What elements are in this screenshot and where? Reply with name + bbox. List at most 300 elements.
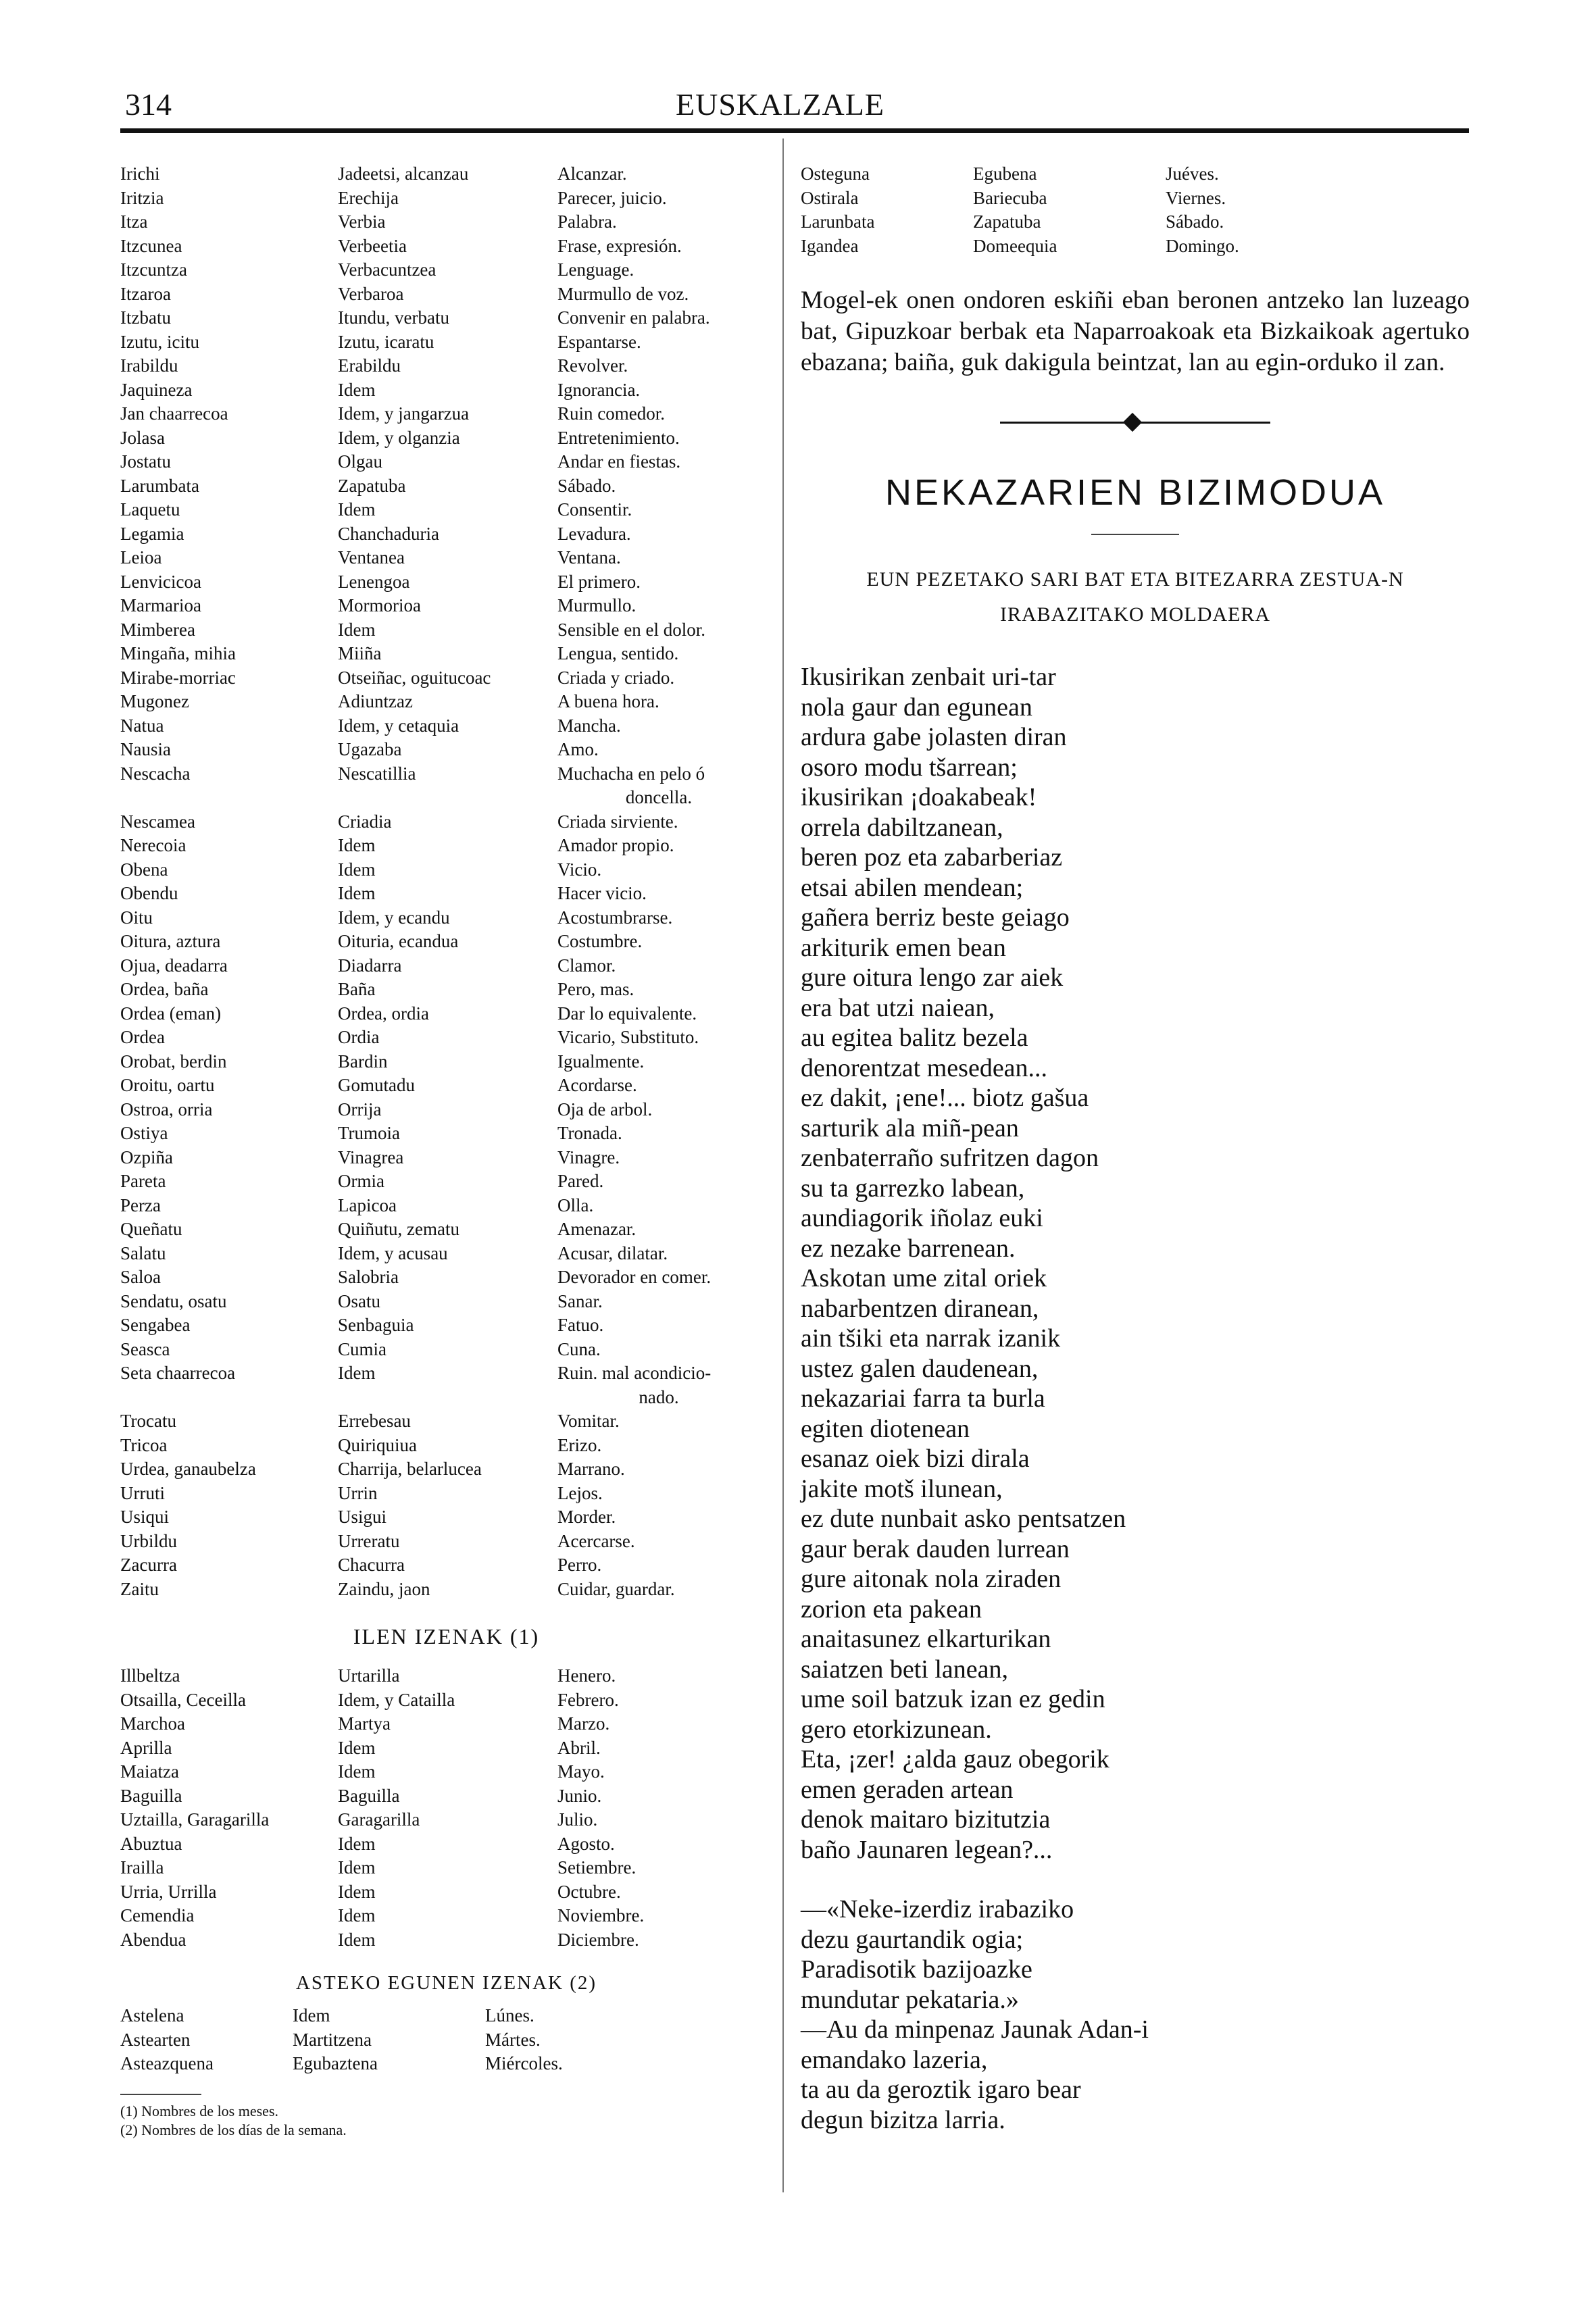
- term: Legamia: [120, 523, 184, 544]
- term: Natua: [120, 715, 164, 736]
- month-row: [120, 1832, 772, 1857]
- variant: Urrin: [338, 1482, 378, 1503]
- term: Zaitu: [120, 1578, 159, 1599]
- glossary-row: [120, 1530, 772, 1554]
- term: Orobat, berdin: [120, 1051, 227, 1072]
- meaning: Espantarse.: [557, 331, 641, 352]
- meaning: Revolver.: [557, 355, 628, 376]
- term: Perza: [120, 1194, 161, 1215]
- poem-line: —Au da minpenaz Jaunak Adan-i: [801, 2015, 1149, 2044]
- ornament-divider: [1000, 412, 1270, 432]
- term: Urria, Urrilla: [120, 1881, 217, 1902]
- variant: Urtarilla: [338, 1665, 400, 1686]
- poem-line: emandako lazeria,: [801, 2045, 988, 2074]
- variant: Ordea, ordia: [338, 1003, 429, 1024]
- variant: Diadarra: [338, 955, 402, 976]
- term: Leioa: [120, 547, 162, 568]
- meaning: Ignorancia.: [557, 379, 641, 400]
- glossary-row: [120, 1265, 772, 1290]
- meaning: Ruin comedor.: [557, 403, 665, 424]
- variant: Mormorioa: [338, 595, 421, 615]
- meaning-continuation: doncella.: [625, 787, 693, 807]
- glossary-row: [120, 714, 772, 738]
- variant: Lenengoa: [338, 571, 410, 592]
- month-row: [120, 1856, 772, 1880]
- variant: Izutu, icaratu: [338, 331, 434, 352]
- meaning: Henero.: [557, 1665, 616, 1686]
- term: Sendatu, osatu: [120, 1290, 227, 1311]
- weekday-row: [120, 2004, 772, 2028]
- variant: Trumoia: [338, 1123, 401, 1143]
- variant: Quiriquiua: [338, 1434, 417, 1455]
- term: Ozpiña: [120, 1147, 173, 1167]
- poem-line: ardura gabe jolasten diran: [801, 723, 1067, 751]
- glossary-row: [120, 1457, 772, 1482]
- month-row: [120, 1904, 772, 1928]
- glossary-row: [120, 690, 772, 714]
- term: Iritzia: [120, 187, 164, 208]
- term: Mugonez: [120, 691, 189, 711]
- poem-line: emen geraden artean: [801, 1775, 1014, 1804]
- month-row: [120, 1736, 772, 1761]
- poem-line: Ikusirikan zenbait uri-tar: [801, 663, 1056, 691]
- term: Ordea (eman): [120, 1003, 222, 1024]
- poem-line: gañera berriz beste geiago: [801, 903, 1070, 932]
- footnote: (1) Nombres de los meses.: [120, 2102, 279, 2119]
- meaning: Octubre.: [557, 1881, 621, 1902]
- term: Laquetu: [120, 499, 180, 520]
- footnote: (2) Nombres de los días de la semana.: [120, 2121, 347, 2138]
- variant: Idem: [338, 835, 376, 855]
- glossary-row: [120, 738, 772, 762]
- variant: Garagarilla: [338, 1809, 420, 1830]
- glossary-row: [120, 474, 772, 499]
- term: Maiatza: [120, 1761, 179, 1782]
- month-row: [120, 1712, 772, 1736]
- glossary-row: [120, 1290, 772, 1314]
- meaning: Costumbre.: [557, 931, 643, 951]
- variant: Osatu: [338, 1290, 380, 1311]
- glossary-row: [120, 810, 772, 834]
- variant: Verbacuntzea: [338, 259, 437, 280]
- poem-line: —«Neke-izerdiz irabaziko: [801, 1895, 1074, 1923]
- running-title: EUSKALZALE: [676, 87, 884, 122]
- variant: Miiña: [338, 643, 382, 663]
- meaning: Pero, mas.: [557, 979, 634, 999]
- variant: Zapatuba: [973, 211, 1041, 232]
- month-row: [120, 1688, 772, 1713]
- variant: Baguilla: [338, 1785, 400, 1806]
- poem-line: Eta, ¡zer! ¿alda gauz obegorik: [801, 1745, 1109, 1774]
- glossary-row: [120, 1098, 772, 1122]
- variant: Verbia: [338, 211, 386, 232]
- variant: Idem: [338, 1833, 376, 1854]
- term: Marchoa: [120, 1713, 185, 1734]
- weekday-row: [801, 234, 1470, 259]
- meaning: Hacer vicio.: [557, 883, 647, 903]
- meaning: Vicario, Substituto.: [557, 1027, 699, 1047]
- poem-line: arkiturik emen bean: [801, 933, 1006, 962]
- glossary-row: [120, 858, 772, 882]
- poem-line: nekazariai farra ta burla: [801, 1384, 1045, 1413]
- term: Ojua, deadarra: [120, 955, 228, 976]
- variant: Idem: [338, 1881, 376, 1902]
- glossary-row: [120, 1505, 772, 1530]
- meaning: Sábado.: [557, 475, 616, 496]
- poem-line: gure aitonak nola ziraden: [801, 1565, 1062, 1593]
- term: Obena: [120, 859, 168, 880]
- term: Abendua: [120, 1929, 186, 1950]
- glossary-row: [120, 1578, 772, 1602]
- meaning: Mayo.: [557, 1761, 605, 1782]
- term: Tricoa: [120, 1434, 168, 1455]
- left-column: [120, 162, 772, 2140]
- term: Jan chaarrecoa: [120, 403, 228, 424]
- glossary-row: [120, 642, 772, 666]
- term: Larunbata: [801, 211, 875, 232]
- term: Ostroa, orria: [120, 1099, 213, 1120]
- variant: Itundu, verbatu: [338, 307, 449, 328]
- poem-line: ain tšiki eta narrak izanik: [801, 1324, 1061, 1353]
- term: Nescamea: [120, 811, 195, 832]
- poem-line: osoro modu tšarrean;: [801, 753, 1018, 782]
- poem-line: au egitea balitz bezela: [801, 1024, 1028, 1052]
- meaning: Alcanzar.: [557, 164, 627, 184]
- variant: Idem, y olganzia: [338, 427, 460, 448]
- poem-line: dezu gaurtandik ogia;: [801, 1925, 1024, 1954]
- meaning: Febrero.: [557, 1689, 619, 1710]
- subtitle-line: IRABAZITAKO MOLDAERA: [999, 603, 1271, 626]
- meaning: Cuna.: [557, 1338, 601, 1359]
- variant: Bariecuba: [973, 187, 1047, 208]
- subtitle-line: EUN PEZETAKO SARI BAT ETA BITEZARRA ZESTUA-N: [866, 568, 1404, 590]
- glossary-row: [120, 1242, 772, 1266]
- meaning: Lúnes.: [485, 2005, 534, 2026]
- variant: Idem: [338, 1905, 376, 1926]
- variant: Egubena: [973, 164, 1037, 184]
- glossary-row: [120, 1482, 772, 1506]
- variant: Orrija: [338, 1099, 382, 1120]
- meaning: Domingo.: [1166, 235, 1239, 256]
- glossary-row: [120, 1050, 772, 1074]
- meaning: Fatuo.: [557, 1315, 604, 1335]
- term: Mimberea: [120, 619, 195, 640]
- term: Itzbatu: [120, 307, 171, 328]
- poem-line: ez dute nunbait asko pentsatzen: [801, 1505, 1126, 1533]
- meaning: Levadura.: [557, 523, 631, 544]
- meaning: Murmullo de voz.: [557, 283, 689, 304]
- term: Nausia: [120, 739, 171, 759]
- term: Queñatu: [120, 1219, 182, 1239]
- meaning: Abril.: [557, 1737, 601, 1758]
- variant: Idem: [338, 499, 376, 520]
- weekdays-heading: ASTEKO EGUNEN IZENAK (2): [295, 1972, 597, 1994]
- poem-line: mundutar pekataria.»: [801, 1985, 1019, 2014]
- meaning: Igualmente.: [557, 1051, 645, 1072]
- glossary-row: [120, 1434, 772, 1458]
- month-row: [120, 1928, 772, 1953]
- poem-line: egiten diotenean: [801, 1414, 970, 1443]
- poem-line: ustez galen daudenean,: [801, 1354, 1039, 1383]
- meaning: Palabra.: [557, 211, 617, 232]
- term: Jostatu: [120, 451, 172, 472]
- meaning: Marrano.: [557, 1459, 625, 1479]
- month-row: [120, 1784, 772, 1809]
- meaning: Dar lo equivalente.: [557, 1003, 697, 1024]
- variant: Oituria, ecandua: [338, 931, 459, 951]
- variant: Vinagrea: [338, 1147, 404, 1167]
- variant: Domeequia: [973, 235, 1057, 256]
- term: Urdea, ganaubelza: [120, 1459, 256, 1479]
- meaning: Ventana.: [557, 547, 621, 568]
- variant: Verbeetia: [338, 235, 407, 256]
- term: Izutu, icitu: [120, 331, 199, 352]
- variant: Idem, y Catailla: [338, 1689, 455, 1710]
- term: Trocatu: [120, 1411, 177, 1431]
- right-column: [801, 162, 1470, 2135]
- variant: Quiñutu, zematu: [338, 1219, 459, 1239]
- glossary-row: [120, 498, 772, 522]
- variant: Idem: [338, 1857, 376, 1878]
- variant: Egubaztena: [293, 2053, 378, 2073]
- column-divider: [782, 139, 784, 2192]
- meaning: Miércoles.: [485, 2053, 563, 2073]
- poem-line: Paradisotik bazijoazke: [801, 1955, 1032, 1984]
- meaning: Clamor.: [557, 955, 616, 976]
- variant: Martya: [338, 1713, 391, 1734]
- variant: Idem, y ecandu: [338, 907, 450, 928]
- poem-line: baño Jaunaren legean?...: [801, 1835, 1053, 1864]
- meaning: Acusar, dilatar.: [557, 1242, 668, 1263]
- glossary-row: [120, 1002, 772, 1026]
- variant: Idem: [338, 859, 376, 880]
- meaning: Marzo.: [557, 1713, 610, 1734]
- poem-line: etsai abilen mendean;: [801, 873, 1024, 902]
- variant: Adiuntzaz: [338, 691, 413, 711]
- glossary-row: [120, 378, 772, 403]
- meaning: Amador propio.: [557, 835, 674, 855]
- glossary-row: [120, 354, 772, 378]
- glossary-row: [120, 330, 772, 355]
- term: Usiqui: [120, 1507, 170, 1527]
- glossary-row: [120, 1338, 772, 1362]
- term: Asteazquena: [120, 2053, 214, 2073]
- meaning: Sanar.: [557, 1290, 603, 1311]
- glossary-row: [120, 1553, 772, 1578]
- poem-line: degun bizitza larria.: [801, 2105, 1005, 2134]
- glossary-row: [120, 954, 772, 978]
- glossary-row: [120, 234, 772, 259]
- term: Ordea, baña: [120, 979, 209, 999]
- glossary-row: [120, 762, 772, 786]
- meaning: Cuidar, guardar.: [557, 1578, 675, 1599]
- weekdays-continued-list: [801, 162, 1470, 258]
- glossary-row: [120, 666, 772, 690]
- meaning: Lejos.: [557, 1482, 603, 1503]
- poem: [801, 662, 1470, 2135]
- term: Uztailla, Garagarilla: [120, 1809, 270, 1830]
- variant: Idem: [338, 1363, 376, 1383]
- page-number: 314: [125, 87, 172, 122]
- variant: Salobria: [338, 1267, 399, 1287]
- variant: Lapicoa: [338, 1194, 397, 1215]
- meaning: Criada sirviente.: [557, 811, 678, 832]
- variant: Criadia: [338, 811, 392, 832]
- glossary-row: [120, 930, 772, 954]
- term: Itzcuntza: [120, 259, 187, 280]
- glossary-row: [120, 834, 772, 858]
- footnote-rule: [120, 2094, 201, 2095]
- variant: Idem: [338, 1929, 376, 1950]
- poem-line: zorion eta pakean: [801, 1594, 982, 1624]
- variant: Idem, y acusau: [338, 1242, 448, 1263]
- variant: Errebesau: [338, 1411, 411, 1431]
- glossary-row: [120, 306, 772, 330]
- meaning: Tronada.: [557, 1123, 622, 1143]
- variant: Idem, y cetaquia: [338, 715, 459, 736]
- variant: Urreratu: [338, 1530, 400, 1551]
- meaning: Acostumbrarse.: [557, 907, 673, 928]
- meaning: Morder.: [557, 1507, 616, 1527]
- variant: Senbaguia: [338, 1315, 414, 1335]
- meaning: Acercarse.: [557, 1530, 635, 1551]
- glossary-row: [120, 1217, 772, 1242]
- poem-line: saiatzen beti lanean,: [801, 1655, 1009, 1684]
- term: Irailla: [120, 1857, 164, 1878]
- glossary-row: [120, 258, 772, 282]
- glossary-row: [120, 282, 772, 307]
- term: Oroitu, oartu: [120, 1075, 215, 1095]
- glossary-row: [120, 906, 772, 930]
- meaning: Convenir en palabra.: [557, 307, 710, 328]
- weekday-row: [801, 162, 1470, 186]
- variant: Baña: [338, 979, 376, 999]
- glossary-row: [120, 882, 772, 906]
- poem-line: gure oitura lengo zar aiek: [801, 963, 1064, 992]
- variant: Charrija, belarlucea: [338, 1459, 482, 1479]
- glossary-row: [120, 162, 772, 186]
- glossary-row: [120, 1146, 772, 1170]
- glossary-row: [120, 978, 772, 1002]
- month-row: [120, 1664, 772, 1688]
- meaning: Noviembre.: [557, 1905, 645, 1926]
- glossary-row: [120, 594, 772, 618]
- variant: Cumia: [338, 1338, 386, 1359]
- month-row: [120, 1808, 772, 1832]
- term: Otsailla, Ceceilla: [120, 1689, 246, 1710]
- variant: Usigui: [338, 1507, 387, 1527]
- term: Mingaña, mihia: [120, 643, 236, 663]
- variant: Martitzena: [293, 2029, 372, 2050]
- glossary-row: [120, 1169, 772, 1194]
- header-rule: [120, 128, 1469, 133]
- months-list: [120, 1664, 772, 1952]
- stanza-gap: [801, 1865, 1470, 1894]
- poem-line: ume soil batzuk izan ez gedin: [801, 1685, 1105, 1713]
- poem-line: zenbaterraño sufritzen dagon: [801, 1144, 1099, 1172]
- meaning: Vicio.: [557, 859, 602, 880]
- term: Osteguna: [801, 164, 870, 184]
- term: Larumbata: [120, 475, 199, 496]
- variant: Idem: [338, 883, 376, 903]
- poem-line: sarturik ala miñ-pean: [801, 1113, 1019, 1142]
- term: Lenvicicoa: [120, 571, 201, 592]
- variant: Ormia: [338, 1171, 384, 1191]
- meaning: Oja de arbol.: [557, 1099, 653, 1120]
- term: Itzaroa: [120, 283, 171, 304]
- weekday-row: [801, 210, 1470, 234]
- term: Illbeltza: [120, 1665, 180, 1686]
- glossary-row: [120, 1313, 772, 1338]
- term: Mirabe-morriac: [120, 667, 236, 688]
- glossary-row: [120, 546, 772, 570]
- meaning: Lengua, sentido.: [557, 643, 679, 663]
- variant: Zaindu, jaon: [338, 1578, 430, 1599]
- poem-line: beren poz eta zabarberiaz: [801, 843, 1063, 872]
- variant: Zapatuba: [338, 475, 406, 496]
- term: Ostirala: [801, 187, 859, 208]
- term: Oitu: [120, 907, 153, 928]
- variant: Verbaroa: [338, 283, 404, 304]
- term: Seta chaarrecoa: [120, 1363, 236, 1383]
- poem-line: aundiagorik iñolaz euki: [801, 1204, 1043, 1232]
- meaning: Olla.: [557, 1194, 594, 1215]
- term: Cemendia: [120, 1905, 195, 1926]
- meaning: Sensible en el dolor.: [557, 619, 705, 640]
- variant: Idem: [338, 619, 376, 640]
- month-row: [120, 1880, 772, 1905]
- poem-line: era bat utzi naiean,: [801, 993, 995, 1022]
- glossary-row: [120, 1194, 772, 1218]
- term: Baguilla: [120, 1785, 182, 1806]
- meaning: Vinagre.: [557, 1147, 620, 1167]
- variant: Nescatillia: [338, 763, 416, 784]
- meaning: Erizo.: [557, 1434, 602, 1455]
- meaning: Sábado.: [1166, 211, 1224, 232]
- term: Irabildu: [120, 355, 178, 376]
- meaning: Criada y criado.: [557, 667, 675, 688]
- meaning: Consentir.: [557, 499, 632, 520]
- term: Pareta: [120, 1171, 166, 1191]
- variant: Erabildu: [338, 355, 401, 376]
- variant: Idem: [338, 1737, 376, 1758]
- term: Ostiya: [120, 1123, 168, 1143]
- term: Obendu: [120, 883, 178, 903]
- weekday-row: [120, 2052, 772, 2076]
- meaning: Julio.: [557, 1809, 598, 1830]
- term: Irichi: [120, 164, 160, 184]
- variant: Ugazaba: [338, 739, 402, 759]
- article-title: NEKAZARIEN BIZIMODUA: [884, 472, 1386, 513]
- meaning: Frase, expresión.: [557, 235, 682, 256]
- glossary-row: [120, 570, 772, 595]
- article-subtitle: [801, 562, 1470, 632]
- meaning-continuation: nado.: [639, 1386, 679, 1407]
- meaning: El primero.: [557, 571, 641, 592]
- term: Jolasa: [120, 427, 165, 448]
- term: Astearten: [120, 2029, 191, 2050]
- variant: Ventanea: [338, 547, 405, 568]
- meaning: Devorador en comer.: [557, 1267, 712, 1287]
- glossary-row: [120, 522, 772, 547]
- variant: Erechija: [338, 187, 399, 208]
- term: Oitura, aztura: [120, 931, 221, 951]
- meaning: Mártes.: [485, 2029, 541, 2050]
- term: Salatu: [120, 1242, 166, 1263]
- term: Abuztua: [120, 1833, 182, 1854]
- meaning: Ruin. mal acondicio-: [557, 1363, 712, 1383]
- poem-line: gaur berak dauden lurrean: [801, 1534, 1070, 1563]
